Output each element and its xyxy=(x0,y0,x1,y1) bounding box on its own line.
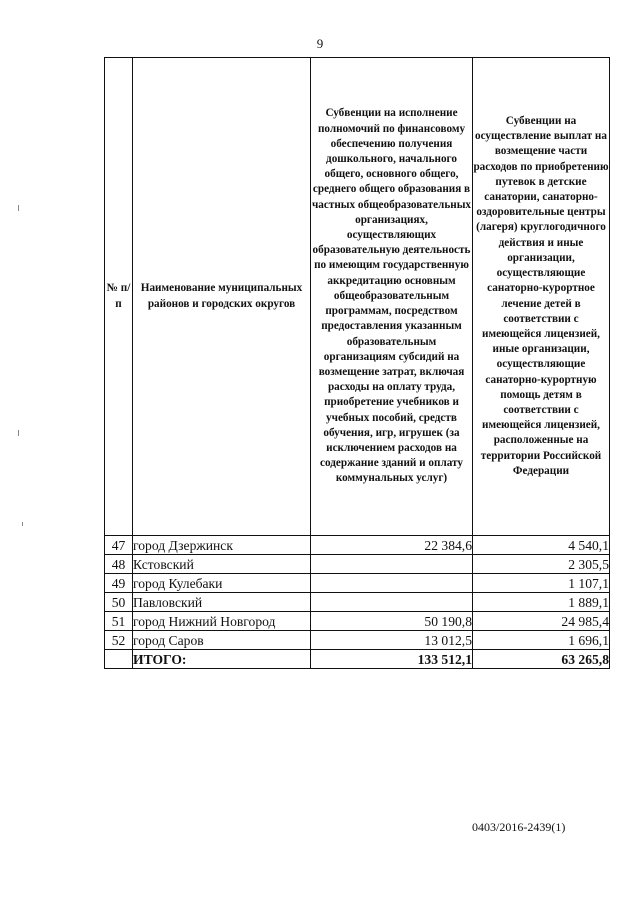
row-value-1: 13 012,5 xyxy=(311,631,473,650)
scan-speck xyxy=(18,205,19,211)
row-value-2: 1 889,1 xyxy=(473,593,610,612)
document-code: 0403/2016-2439(1) xyxy=(472,820,566,834)
header-subvention-sanatorium-vouchers: Субвенции на осуществление выплат на возмещение части расходов по приобретению путевок в детские санатории, санаторно-оздоровительные центры (лагеря) круглогодичного действия и иные организации, осуществляющие санаторно-курортное лечение детей в соответствии с имеющейся лицензией, иные организации, осуществляющие санаторно-курортную помощь детям в соответствии с имеющейся лицензией, расположенные на территории Российской Федерации xyxy=(473,58,610,536)
header-number: № п/п xyxy=(105,58,133,536)
row-name: город Нижний Новгород xyxy=(133,612,311,631)
row-value-1 xyxy=(311,555,473,574)
row-name: город Дзержинск xyxy=(133,536,311,555)
table-header-row xyxy=(105,58,610,536)
total-value-2: 63 265,8 xyxy=(473,650,610,669)
row-name: город Саров xyxy=(133,631,311,650)
row-number: 49 xyxy=(105,574,133,593)
total-number-cell xyxy=(105,650,133,669)
table-row xyxy=(105,631,610,650)
header-subvention-private-education: Субвенции на исполнение полномочий по финансовому обеспечению получения дошкольного, начального общего, основного общего, среднего общего образования в частных общеобразовательных организациях, осуществляющих образовательную деятельность по имеющим государственную аккредитацию основным общеобразовательным программам, посредством предоставления указанным образовательным организациям субсидий на возмещение затрат, включая расходы на оплату труда, приобретение учебников и учебных пособий, средств обучения, игр, игрушек (за исключением расходов на содержание зданий и оплату коммунальных услуг) xyxy=(311,58,473,536)
total-label: ИТОГО: xyxy=(133,650,311,669)
table-row xyxy=(105,593,610,612)
row-value-1: 22 384,6 xyxy=(311,536,473,555)
scan-speck xyxy=(18,430,19,436)
row-value-2: 24 985,4 xyxy=(473,612,610,631)
table-row xyxy=(105,612,610,631)
row-number: 48 xyxy=(105,555,133,574)
row-value-2: 1 107,1 xyxy=(473,574,610,593)
row-value-2: 2 305,5 xyxy=(473,555,610,574)
page-number: 9 xyxy=(316,36,324,51)
scan-speck xyxy=(22,522,23,526)
table-row xyxy=(105,574,610,593)
subventions-table xyxy=(104,57,610,669)
row-name: Павловский xyxy=(133,593,311,612)
table-total-row xyxy=(105,650,610,669)
header-municipality-name: Наименование муниципальных районов и городских округов xyxy=(133,58,311,536)
row-number: 51 xyxy=(105,612,133,631)
total-value-1: 133 512,1 xyxy=(311,650,473,669)
row-number: 50 xyxy=(105,593,133,612)
row-value-2: 4 540,1 xyxy=(473,536,610,555)
row-name: Кстовский xyxy=(133,555,311,574)
row-number: 52 xyxy=(105,631,133,650)
table-row xyxy=(105,555,610,574)
row-value-1: 50 190,8 xyxy=(311,612,473,631)
row-name: город Кулебаки xyxy=(133,574,311,593)
row-value-1 xyxy=(311,574,473,593)
table-row xyxy=(105,536,610,555)
row-value-1 xyxy=(311,593,473,612)
row-number: 47 xyxy=(105,536,133,555)
row-value-2: 1 696,1 xyxy=(473,631,610,650)
